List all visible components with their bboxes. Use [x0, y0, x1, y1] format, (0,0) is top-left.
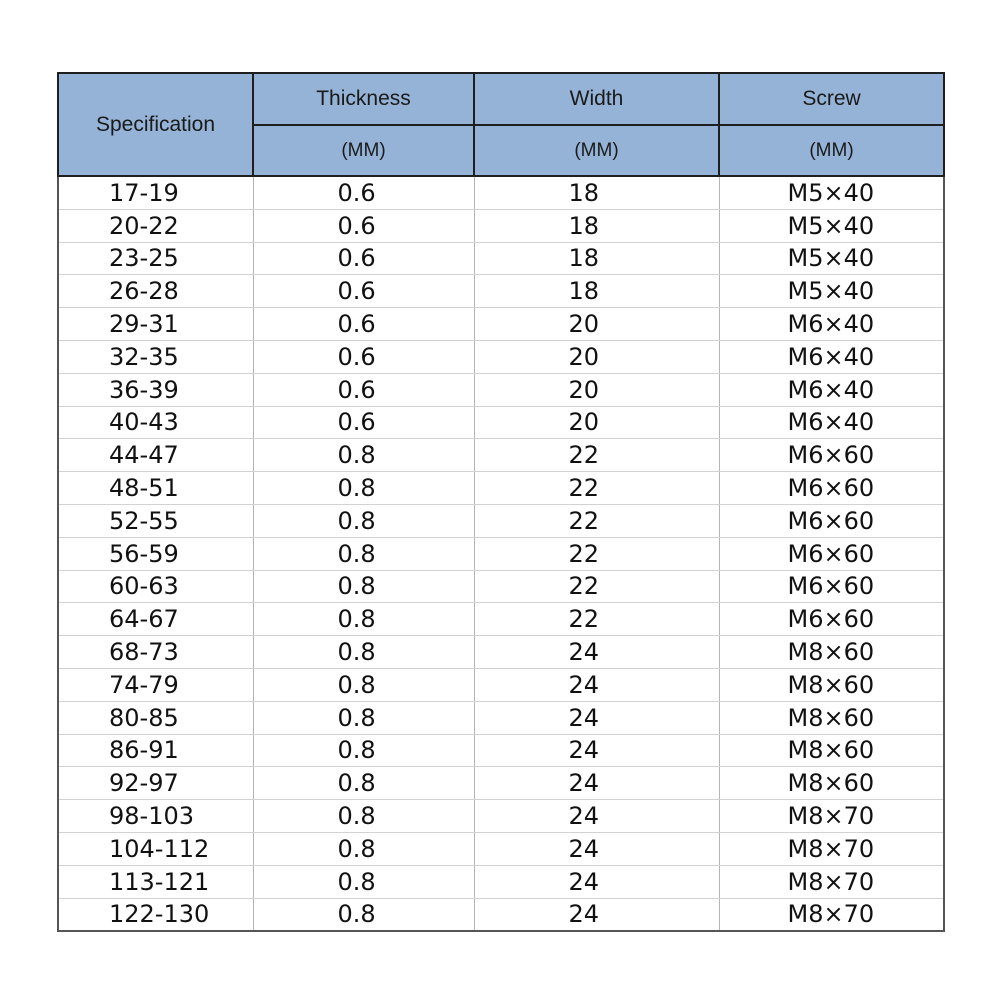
cell-specification: 36-39 — [58, 373, 253, 406]
cell-specification: 113-121 — [58, 865, 253, 898]
cell-width: 22 — [474, 472, 719, 505]
cell-width: 20 — [474, 308, 719, 341]
cell-width: 24 — [474, 832, 719, 865]
header-thickness: Thickness — [253, 73, 474, 125]
table-row — [58, 570, 944, 603]
table-row — [58, 209, 944, 242]
cell-screw: M8×60 — [719, 701, 944, 734]
cell-specification: 68-73 — [58, 636, 253, 669]
cell-width: 22 — [474, 504, 719, 537]
cell-thickness: 0.8 — [253, 439, 474, 472]
cell-width: 24 — [474, 898, 719, 931]
cell-specification: 23-25 — [58, 242, 253, 275]
cell-thickness: 0.6 — [253, 275, 474, 308]
header-thickness-unit: (MM) — [253, 125, 474, 176]
table-row — [58, 406, 944, 439]
cell-thickness: 0.8 — [253, 668, 474, 701]
cell-specification: 98-103 — [58, 800, 253, 833]
cell-width: 20 — [474, 340, 719, 373]
cell-screw: M8×70 — [719, 865, 944, 898]
cell-screw: M6×40 — [719, 340, 944, 373]
cell-width: 18 — [474, 242, 719, 275]
cell-width: 22 — [474, 603, 719, 636]
cell-thickness: 0.8 — [253, 570, 474, 603]
header-width: Width — [474, 73, 719, 125]
cell-screw: M6×60 — [719, 472, 944, 505]
cell-thickness: 0.6 — [253, 373, 474, 406]
table-row — [58, 275, 944, 308]
cell-screw: M6×40 — [719, 373, 944, 406]
cell-specification: 40-43 — [58, 406, 253, 439]
cell-thickness: 0.8 — [253, 767, 474, 800]
cell-width: 18 — [474, 275, 719, 308]
table-row — [58, 340, 944, 373]
cell-thickness: 0.8 — [253, 636, 474, 669]
cell-screw: M6×60 — [719, 570, 944, 603]
cell-thickness: 0.6 — [253, 340, 474, 373]
table-row — [58, 898, 944, 931]
table-row — [58, 767, 944, 800]
cell-thickness: 0.8 — [253, 734, 474, 767]
table-row — [58, 636, 944, 669]
table-row — [58, 865, 944, 898]
cell-specification: 104-112 — [58, 832, 253, 865]
cell-screw: M5×40 — [719, 275, 944, 308]
header-width-unit: (MM) — [474, 125, 719, 176]
table-row — [58, 603, 944, 636]
cell-thickness: 0.6 — [253, 406, 474, 439]
header-specification: Specification — [58, 73, 253, 176]
cell-screw: M8×60 — [719, 767, 944, 800]
cell-specification: 32-35 — [58, 340, 253, 373]
table-row — [58, 373, 944, 406]
cell-width: 24 — [474, 636, 719, 669]
table-row — [58, 308, 944, 341]
cell-specification: 80-85 — [58, 701, 253, 734]
cell-specification: 48-51 — [58, 472, 253, 505]
cell-width: 18 — [474, 176, 719, 209]
specification-table — [57, 72, 945, 932]
cell-width: 20 — [474, 373, 719, 406]
cell-width: 22 — [474, 570, 719, 603]
cell-screw: M6×60 — [719, 439, 944, 472]
table-row — [58, 439, 944, 472]
table-body — [58, 176, 944, 931]
table-row — [58, 472, 944, 505]
cell-specification: 29-31 — [58, 308, 253, 341]
header-row-titles — [58, 73, 944, 125]
table-row — [58, 832, 944, 865]
cell-screw: M8×60 — [719, 734, 944, 767]
cell-screw: M6×60 — [719, 504, 944, 537]
header-screw-unit: (MM) — [719, 125, 944, 176]
cell-thickness: 0.6 — [253, 242, 474, 275]
table-header — [58, 73, 944, 176]
cell-width: 24 — [474, 767, 719, 800]
table-row — [58, 668, 944, 701]
cell-thickness: 0.8 — [253, 898, 474, 931]
cell-thickness: 0.8 — [253, 472, 474, 505]
cell-specification: 92-97 — [58, 767, 253, 800]
table-row — [58, 800, 944, 833]
cell-width: 20 — [474, 406, 719, 439]
cell-thickness: 0.8 — [253, 537, 474, 570]
cell-width: 24 — [474, 701, 719, 734]
cell-screw: M6×60 — [719, 537, 944, 570]
cell-specification: 64-67 — [58, 603, 253, 636]
cell-width: 24 — [474, 800, 719, 833]
cell-specification: 122-130 — [58, 898, 253, 931]
cell-specification: 74-79 — [58, 668, 253, 701]
cell-width: 24 — [474, 865, 719, 898]
table-row — [58, 504, 944, 537]
cell-screw: M6×40 — [719, 406, 944, 439]
cell-specification: 26-28 — [58, 275, 253, 308]
cell-width: 22 — [474, 537, 719, 570]
cell-width: 24 — [474, 734, 719, 767]
cell-thickness: 0.8 — [253, 603, 474, 636]
cell-screw: M6×40 — [719, 308, 944, 341]
header-screw: Screw — [719, 73, 944, 125]
table-row — [58, 537, 944, 570]
cell-thickness: 0.6 — [253, 209, 474, 242]
cell-thickness: 0.6 — [253, 176, 474, 209]
cell-screw: M6×60 — [719, 603, 944, 636]
cell-width: 22 — [474, 439, 719, 472]
cell-width: 24 — [474, 668, 719, 701]
cell-thickness: 0.6 — [253, 308, 474, 341]
cell-specification: 56-59 — [58, 537, 253, 570]
cell-thickness: 0.8 — [253, 832, 474, 865]
table-row — [58, 701, 944, 734]
cell-screw: M8×70 — [719, 800, 944, 833]
cell-screw: M8×70 — [719, 898, 944, 931]
cell-specification: 44-47 — [58, 439, 253, 472]
cell-width: 18 — [474, 209, 719, 242]
cell-screw: M8×70 — [719, 832, 944, 865]
cell-specification: 20-22 — [58, 209, 253, 242]
cell-screw: M5×40 — [719, 209, 944, 242]
cell-specification: 86-91 — [58, 734, 253, 767]
cell-specification: 52-55 — [58, 504, 253, 537]
cell-thickness: 0.8 — [253, 504, 474, 537]
cell-specification: 17-19 — [58, 176, 253, 209]
cell-screw: M8×60 — [719, 636, 944, 669]
table-row — [58, 242, 944, 275]
cell-thickness: 0.8 — [253, 701, 474, 734]
cell-specification: 60-63 — [58, 570, 253, 603]
cell-thickness: 0.8 — [253, 865, 474, 898]
cell-screw: M8×60 — [719, 668, 944, 701]
cell-screw: M5×40 — [719, 176, 944, 209]
cell-thickness: 0.8 — [253, 800, 474, 833]
table-row — [58, 176, 944, 209]
table-row — [58, 734, 944, 767]
cell-screw: M5×40 — [719, 242, 944, 275]
